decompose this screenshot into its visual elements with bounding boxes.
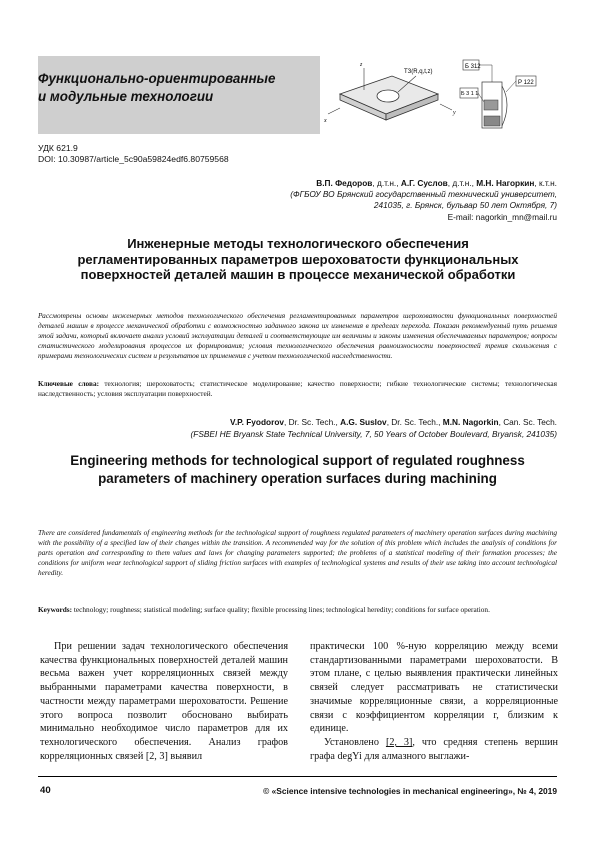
footer-divider [38,776,557,777]
author-ru-3-degree: , к.т.н. [534,178,557,188]
author-en-2-degree: , Dr. Sc. Tech., [386,417,443,427]
author-en-1-degree: , Dr. Sc. Tech., [284,417,341,427]
footer-journal: © «Science intensive technologies in mechanical engineering», № 4, 2019 [263,786,557,796]
body-p3-end: , что средняя степень вершин графа degYi для алмазного выглажи- [310,736,558,762]
zone-label-3: Р 122 [518,80,534,86]
page-number: 40 [40,785,51,796]
rubric-title [38,70,328,106]
authors-en-block [117,416,557,441]
axis-z-label: z [360,62,363,68]
keywords-ru [38,379,557,399]
affiliation-ru-line1: (ФГБОУ ВО Брянский государственный технический университет, [290,189,557,200]
author-en-3: M.N. Nagorkin [442,417,499,427]
title-ru: Инженерные методы технологического обеспечения регламентированных параметров шероховатости функциональных поверхностей деталей машин в процессе механической обработки [77,236,519,283]
zone-label-1: Б 312 [465,64,481,70]
body-column-left [40,640,288,763]
abstract-en: There are considered fundamentals of engineering methods for the technological support of roughness regulated parameters of machinery operation surfaces during machining with the possibility of a specified law of their changes within the transition. A recommended way for the solution of this problem which includes the analysis of conditions for parts operation and corresponding to them values and laws for changing parameters supported; the problems of a statistical modeling of their formation processes; the conditions for uniform wear technological support of sliding friction surfaces with examples of technological systems and results of their use taking into account technological heredity. [38,528,557,577]
body-paragraph-2: практически 100 %-ную корреляцию между всеми стандартизованными параметрами шероховатости. В этом плане, с целью выявления практически линейных связей следует рассматривать не статистически значимые корреляционные связи, а корреляционные связи с коэффициентом корреляции r, близким к единице. [310,641,558,735]
affiliation-ru-line2: 241035, г. Брянск, бульвар 50 лет Октября, 7) [373,200,557,211]
author-ru-1: В.П. Федоров [316,178,373,188]
author-ru-1-degree: , д.т.н., [372,178,401,188]
affiliation-en: (FSBEI HE Bryansk State Technical University, 7, 50 Years of October Boulevard, Bryansk, 241035) [190,429,557,440]
title-en: Engineering methods for technological support of regulated roughness parameters of machinery operation surfaces during machining [70,453,525,486]
authors-ru-block [157,178,557,223]
keywords-en-label: Keywords: [38,605,73,614]
body-p3-start: Установлено [324,736,386,748]
body-paragraph-3 [310,736,558,763]
authors-ru-names [157,178,557,189]
author-ru-2: А.Г. Суслов [400,178,448,188]
body-paragraph-1: При решении задач технологического обеспечения качества функциональных поверхностей деталей машин весьма важен учет корреляционных связей между выбранными параметрами качества поверхности, в частности между параметрами шероховатости. Решение этого вопроса позволит обосновано выбирать минимально необходимое число параметров для их технологического обеспечения. Анализ графов корреляционных связей [2, 3] выявил [40,641,288,762]
author-ru-2-degree: , д.т.н., [447,178,477,188]
author-email: E-mail: nagorkin_mn@mail.ru [447,211,557,222]
keywords-ru-text: технология; шероховатость; статистическое моделирование; качество поверхности; гибкие технологические системы; технологическая наследственность; условия эксплуатации поверхностей. [38,379,557,398]
keywords-en [38,605,557,615]
abstract-ru: Рассмотрены основы инженерных методов технологического обеспечения регламентированных параметров шероховатости функциональных поверхностей деталей машин в процессе механической обработки с возможностью заданного закона их изменения в пределах перехода. Показан рекомендуемый путь решения этой задачи, который включает анализ условий эксплуатации деталей и соответствующие им величины и законы изменения обеспечиваемых параметров; вопросы статистического моделирования процессов их формирования; условия технологического обеспечения равноизносности поверхностей трения скольжения с примерами технологических систем и результатов их применения с учетом технологической наследственности. [38,311,557,360]
axis-y-line [440,104,452,110]
workpiece-drawing [320,56,558,134]
section-hatch-1 [484,100,498,110]
doi: DOI: 10.30987/article_5c90a59824edf6.80759568 [38,154,229,164]
udc-code: УДК 621.9 [38,143,78,153]
author-en-3-degree: , Can. Sc. Tech. [498,417,557,427]
keywords-en-text: technology; roughness; statistical modeling; surface quality; flexible processing lines; technological heredity; conditions for surface operation. [72,605,490,614]
author-en-1: V.P. Fyodorov [230,417,284,427]
author-ru-3: М.Н. Нагоркин [476,178,535,188]
author-en-2: A.G. Suslov [340,417,387,427]
rubric-line-1: Функционально-ориентированные [38,71,276,86]
axis-x-label: x [324,118,327,124]
axis-y-label: y [453,110,456,116]
header-technical-figure [320,56,558,134]
citation-link[interactable]: [2, 3] [385,736,413,748]
zone-leader-3 [506,81,516,92]
body-column-right [310,640,558,763]
rubric-line-2: и модульные технологии [38,89,214,104]
keywords-ru-label: Ключевые слова: [38,379,100,388]
zone-label-2: Б 3 1 1 [461,91,479,97]
section-hatch-2 [484,116,500,126]
workpiece-hole [377,90,399,102]
tolerance-label: ТЗ(R,q,t,z) [404,69,433,75]
authors-en-names [117,416,557,428]
axis-x-line [328,108,340,114]
